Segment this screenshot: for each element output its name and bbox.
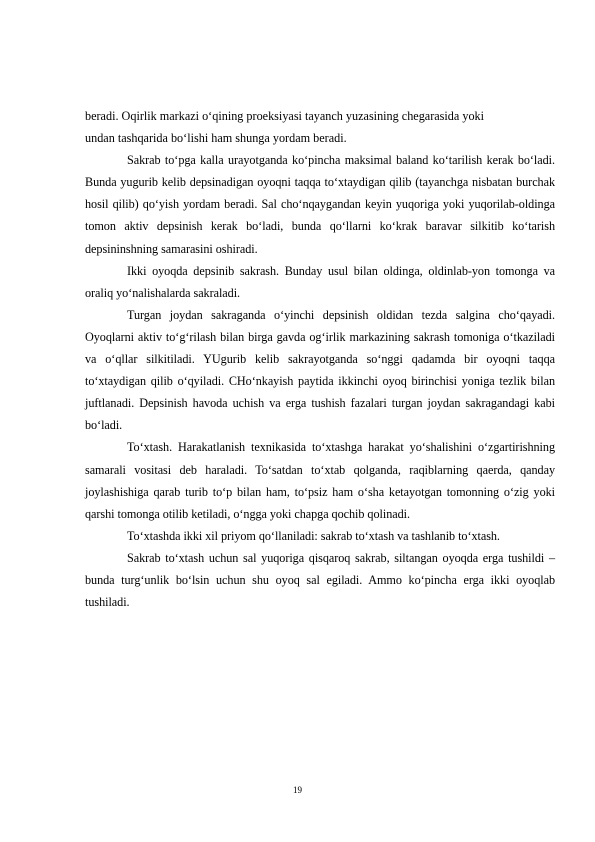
page-number: 19 bbox=[293, 785, 302, 795]
paragraph-header-jump: Sakrab to‘pga kalla urayotganda ko‘pincha maksimal baland ko‘tarilish kerak bo‘ladi. Bunda yugurib kelib depsinadigan oyoqni taqqa to‘xtaydigan qilib (tayanchga nisbatan burchak hosil qilib) qo‘yish yordam beradi. Sal cho‘nqaygandan keyin yuqoriga yoki yuqorilab-oldinga tomon aktiv depsinish kerak bo‘ladi, bunda qo‘llarni ko‘krak baravar silkitib ko‘tarish depsininshning samarasini oshiradi. bbox=[85, 153, 555, 256]
paragraph-jump-stop: Sakrab to‘xtash uchun sal yuqoriga qisqaroq sakrab, siltangan oyoqda erga tushildi – bunda turg‘unlik bo‘lsin uchun shu oyoq sal egiladi. Ammo ko‘pincha erga ikki oyoqlab tushiladi. bbox=[85, 550, 555, 610]
opening-line-1: beradi. Oqirlik markazi o‘qining proeksiyasi tayanch yuzasining chegarasida yoki bbox=[85, 109, 485, 123]
paragraph-standing-jump: Turgan joydan sakraganda o‘yinchi depsinish oldidan tezda salgina cho‘qayadi. Oyoqlarni aktiv to‘g‘rilash bilan birga gavda og‘irlik markazining sakrash tomoniga o‘tkaziladi va o‘qllar silkitiladi. YUgurib kelib sakrayotganda so‘nggi qadamda bir oyoqni taqqa to‘xtaydigan qilib o‘qyiladi. CHo‘nkayish paytida ikkinchi oyoq birinchisi yoniga tezlik bilan juftlanadi. Depsinish havoda uchish va erga tushish fazalari turgan joydan sakragandagi kabi bo‘ladi. bbox=[85, 307, 555, 433]
paragraph-stop-techniques: To‘xtashda ikki xil priyom qo‘llaniladi: sakrab to‘xtash va tashlanib to‘xtash. bbox=[127, 528, 500, 543]
document-body bbox=[85, 105, 555, 613]
opening-line-2: undan tashqarida bo‘lishi ham shunga yordam beradi. bbox=[85, 131, 347, 146]
paragraph-stopping: To‘xtash. Harakatlanish texnikasida to‘xtashga harakat yo‘shalishini o‘zgartirishning samarali vositasi deb haraladi. To‘satdan to‘xtab qolganda, raqiblarning qaerda, qanday joylashishiga qarab turib to‘p bilan ham, to‘psiz ham o‘sha ketayotgan tomonning o‘zig yoki qarshi tomonga otilib ketiladi, o‘ngga yoki chapga qochib qolinadi. bbox=[85, 440, 555, 521]
paragraph-two-foot-jump: Ikki oyoqda depsinib sakrash. Bunday usul bilan oldinga, oldinlab-yon tomonga va oraliq yo‘nalishalarda sakraladi. bbox=[85, 263, 555, 300]
